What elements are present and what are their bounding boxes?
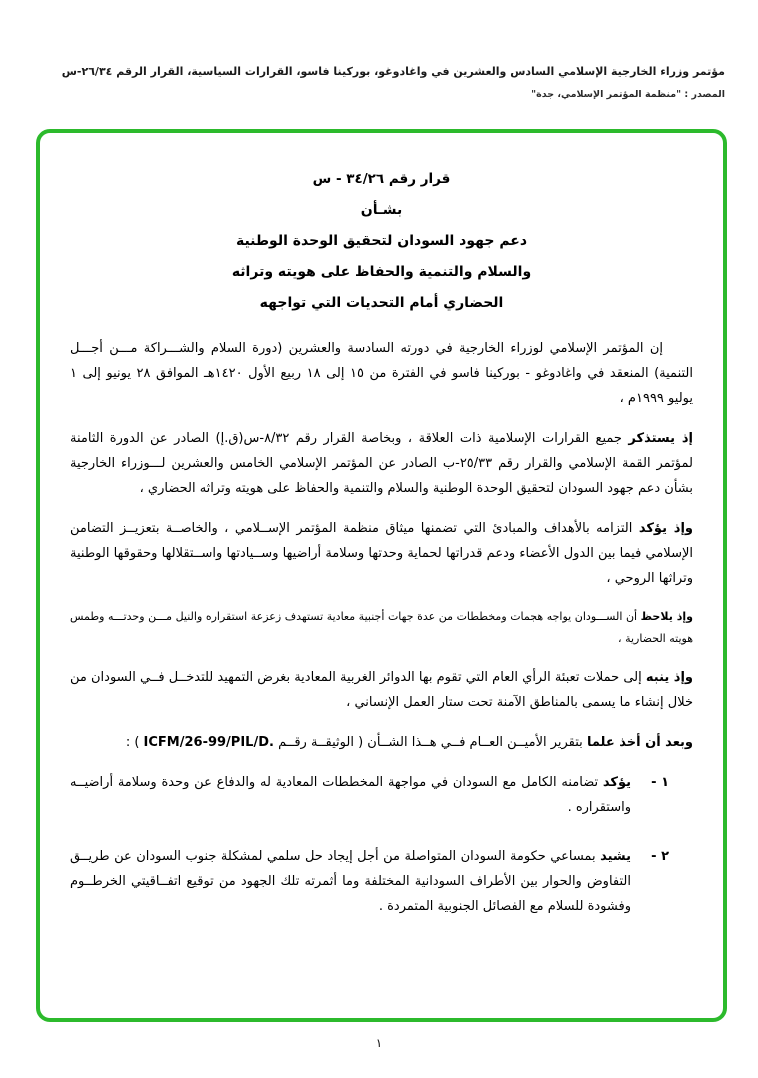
- item-text: [70, 770, 631, 820]
- resolution-subject-line-2: والسلام والتنمية والحفاظ على هويته وتراثه: [231, 264, 532, 280]
- paragraph-text: أن الســـودان يواجه هجمات ومخططات من عدة جهات أجنبية معادية تستهدف زعزعة استقراره والنيل مـــن وحدتـــه وطمس هويته الحضارية ،: [70, 610, 693, 645]
- paragraph-noting: [70, 606, 693, 650]
- item-lead: يؤكد: [602, 775, 631, 790]
- resolution-number: قرار رقم ٣٤/٢٦ - س: [312, 171, 451, 187]
- paragraph-taking-note-report: [70, 730, 693, 755]
- paragraph-text: إلى حملات تعبئة الرأي العام التي تقوم بها الدوائر الغربية المعادية بغرض التمهيد للتدخــل فــي السودان من خلال إنشاء ما يسمى بالمناطق الآمنة تحت ستار العمل الإنساني ،: [70, 670, 693, 710]
- document-frame: [36, 129, 727, 1022]
- document-reference: ICFM/26-99/PIL/D.: [143, 735, 274, 750]
- resolution-regarding: بشـأن: [360, 202, 403, 218]
- document-header: [33, 64, 725, 100]
- resolution-title-block: [70, 171, 693, 312]
- paragraph-lead: وإذ ينبه: [645, 670, 693, 685]
- item-text: [70, 844, 631, 919]
- document-body: [70, 336, 693, 919]
- operative-item-2: [70, 844, 693, 919]
- paragraph-lead: وبعد أن أخذ علما: [586, 735, 693, 750]
- paragraph-reaffirming: [70, 516, 693, 591]
- item-lead: يشيد: [600, 849, 631, 864]
- operative-item-1: [70, 770, 693, 820]
- paragraph-text: بتقرير الأميــن العــام فــي هــذا الشــأن ( الوثيقــة رقــم: [273, 735, 587, 750]
- item-number: ٢ -: [651, 849, 669, 864]
- header-title: مؤتمر وزراء الخارجية الإسلامي السادس والعشرين في واغادوغو، بوركينا فاسو، القرارات السياسية، القرار الرقم ٢٦/٣٤-س: [61, 65, 725, 78]
- resolution-subject-line-3: الحضاري أمام التحديات التي تواجهه: [259, 295, 504, 311]
- paragraph-text: إن المؤتمر الإسلامي لوزراء الخارجية في دورته السادسة والعشرين (دورة السلام والشـــراكة مـــن أجـــل التنمية) المنعقد في واغادوغو - بوركينا فاسو في الفترة من ١٥ إلى ١٨ ربيع الأول ١٤٢٠هـ الموافق ٢٨ يونيو إلى ١ يوليو ١٩٩٩م ،: [70, 341, 693, 406]
- operative-paragraphs: [70, 770, 693, 919]
- page-number: ١: [375, 1036, 383, 1050]
- item-number: ١ -: [651, 775, 669, 790]
- paragraph-lead: وإذ يلاحظ: [640, 610, 693, 623]
- paragraph-alerting: [70, 665, 693, 715]
- resolution-subject-line-1: دعم جهود السودان لتحقيق الوحدة الوطنية: [235, 233, 528, 249]
- item-body: تضامنه الكامل مع السودان في مواجهة المخططات المعادية له والدفاع عن وحدة وسلامة أراضيــه واستقراره .: [70, 775, 631, 815]
- paragraph-recalling: [70, 426, 693, 501]
- item-body: بمساعي حكومة السودان المتواصلة من أجل إيجاد حل سلمي لمشكلة جنوب السودان عن طريــق التفاوض والحوار بين الأطراف السودانية المختلفة وما أثمرته تلك الجهود من توقيع اتفــاقيتي الخرطــوم وفشودة للسلام مع الفصائل الجنوبية المتمردة .: [70, 849, 631, 914]
- paragraph-preamble: [70, 336, 693, 411]
- paragraph-text: التزامه بالأهداف والمبادئ التي تضمنها ميثاق منظمة المؤتمر الإســلامي ، والخاصــة بتعزيــز التضامن الإسلامي فيما بين الدول الأعضاء ودعم قدراتها لحماية وحدتها وسلامة أراضيها وســيادتها واســتقلالها وحقوقها الوطنية وتراثها الروحي ،: [70, 521, 693, 586]
- paragraph-lead: إذ يستذكر: [628, 431, 693, 446]
- paragraph-lead: وإذ يؤكد: [638, 521, 694, 536]
- header-source: المصدر : "منظمة المؤتمر الإسلامي، جدة": [531, 89, 725, 100]
- paragraph-text: جميع القرارات الإسلامية ذات العلاقة ، وبخاصة القرار رقم ٨/٣٢-س(ق.إ) الصادر عن الدورة الثامنة لمؤتمر القمة الإسلامي والقرار رقم ٢٥/٣٣-ب الصادر عن المؤتمر الإسلامي الخامس والعشرين لـــوزراء الخارجية بشأن دعم جهود السودان لتحقيق الوحدة الوطنية والسلام والتنمية والحفاظ على هويته وتراثه الحضاري ،: [70, 431, 694, 496]
- paragraph-tail: ) :: [125, 735, 144, 750]
